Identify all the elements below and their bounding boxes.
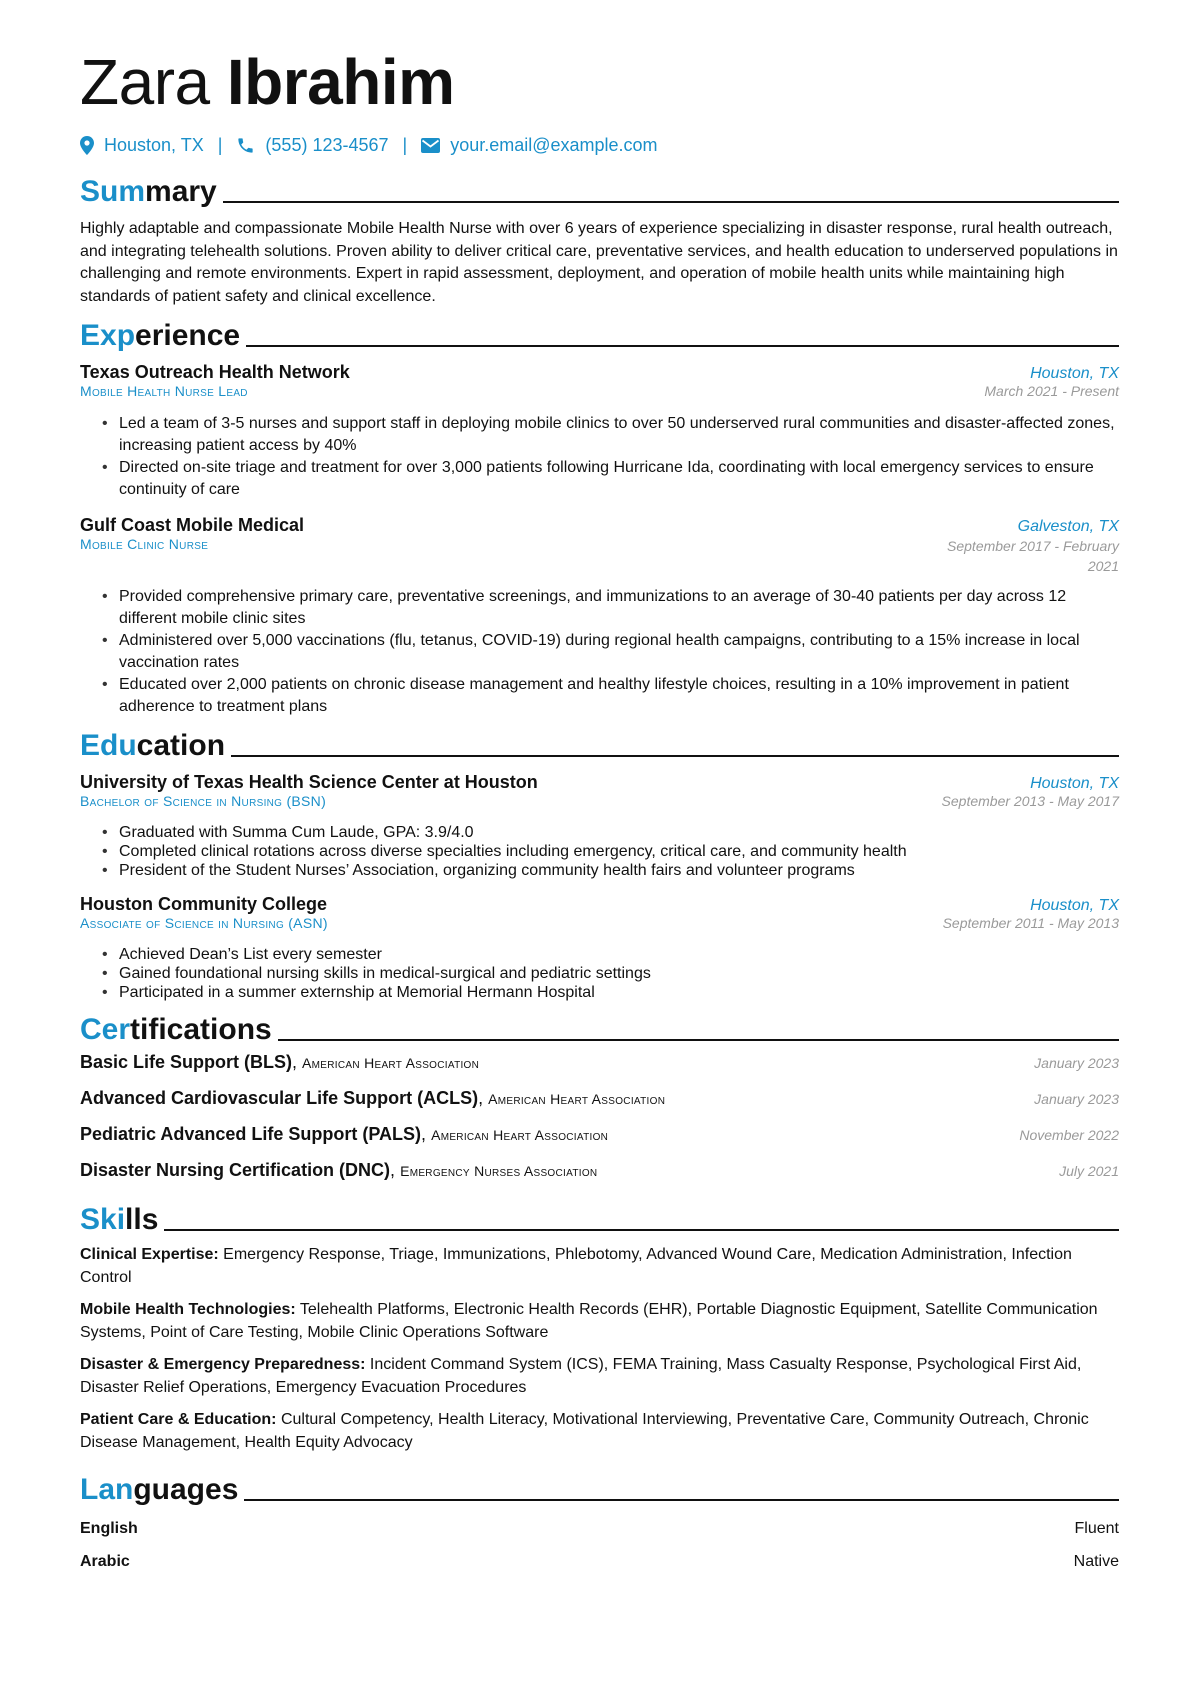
map-pin-icon	[80, 136, 94, 155]
envelope-icon	[421, 138, 440, 153]
section-title-accent: Sum	[80, 175, 146, 208]
experience-entry	[80, 515, 1119, 718]
entry-dates: September 2011 - May 2013	[942, 915, 1119, 931]
section-rule	[223, 201, 1119, 203]
section-title-accent: Exp	[80, 319, 136, 352]
section-certifications-heading	[80, 1008, 1119, 1048]
entry-location: Galveston, TX	[1017, 518, 1119, 535]
section-title-rest: guages	[133, 1473, 239, 1506]
list-item: • Participated in a summer externship at Memorial Hermann Hospital	[80, 983, 1119, 1002]
resume-page	[80, 44, 1119, 1578]
entry-location: Houston, TX	[1030, 365, 1119, 382]
first-name: Zara	[80, 46, 210, 118]
achievement-list	[80, 823, 1119, 880]
employer-name: Texas Outreach Health Network	[80, 362, 350, 382]
last-name: Ibrahim	[226, 46, 455, 118]
certification-item: Advanced Cardiovascular Life Support (ACLS), American Heart Association January 2023	[80, 1088, 1119, 1108]
section-title-rest: tifications	[130, 1013, 272, 1046]
contact-separator: |	[402, 134, 408, 155]
section-rule	[278, 1039, 1119, 1041]
list-item: • Administered over 5,000 vaccinations (flu, tetanus, COVID-19) during regional health campaigns, contributing to a 15% increase in local vaccination rates	[80, 630, 1119, 674]
contact-location	[80, 135, 204, 156]
list-item: • Provided comprehensive primary care, preventative screenings, and immunizations to an average of 30-40 patients per day across 12 different mobile clinic sites	[80, 586, 1119, 630]
certification-date: January 2023	[1034, 1091, 1119, 1107]
contact-email[interactable]	[421, 135, 657, 156]
skill-group-items: Cultural Competency, Health Literacy, Motivational Interviewing, Preventative Care, Community Outreach, Chronic Disease Management, Health Equity Advocacy	[80, 1411, 1089, 1451]
degree-title: Associate of Science in Nursing (ASN)	[80, 915, 328, 931]
section-languages-heading	[80, 1468, 1119, 1508]
list-item: • Graduated with Summa Cum Laude, GPA: 3.9/4.0	[80, 823, 1119, 842]
section-rule	[164, 1229, 1119, 1231]
language-item	[80, 1545, 1119, 1578]
section-rule	[244, 1499, 1119, 1501]
skill-group	[80, 1354, 1119, 1399]
job-title: Mobile Clinic Nurse	[80, 536, 209, 552]
section-title-rest: lls	[125, 1203, 159, 1236]
skill-group-label: Mobile Health Technologies:	[80, 1301, 296, 1318]
job-title: Mobile Health Nurse Lead	[80, 383, 248, 399]
experience-entry	[80, 362, 1119, 501]
list-item: • President of the Student Nurses’ Association, organizing community health fairs and volunteer programs	[80, 861, 1119, 880]
list-item: • Gained foundational nursing skills in medical-surgical and pediatric settings	[80, 964, 1119, 983]
section-rule	[231, 755, 1119, 757]
language-item	[80, 1512, 1119, 1545]
school-name: University of Texas Health Science Center at Houston	[80, 772, 538, 792]
skill-group	[80, 1244, 1119, 1289]
list-item: • Educated over 2,000 patients on chronic disease management and healthy lifestyle choices, resulting in a 10% improvement in patient adherence to treatment plans	[80, 674, 1119, 718]
section-title-accent: Lan	[80, 1473, 134, 1506]
certification-issuer: American Heart Association	[488, 1091, 666, 1107]
entry-dates: September 2017 - February 2021	[947, 538, 1119, 574]
contact-phone[interactable]	[236, 135, 388, 156]
certification-issuer: Emergency Nurses Association	[400, 1163, 598, 1179]
certification-name: Advanced Cardiovascular Life Support (ACLS)	[80, 1088, 479, 1108]
skill-group-items: Telehealth Platforms, Electronic Health Records (EHR), Portable Diagnostic Equipment, Satellite Communication Systems, Point of Care Testing, Mobile Clinic Operations Software	[80, 1301, 1098, 1341]
education-entry	[80, 772, 1119, 880]
section-title-accent: Ski	[80, 1203, 126, 1236]
contact-separator: |	[217, 134, 223, 155]
achievement-list	[80, 945, 1119, 1002]
certification-date: January 2023	[1034, 1055, 1119, 1071]
certification-item: Pediatric Advanced Life Support (PALS), American Heart Association November 2022	[80, 1124, 1119, 1144]
phone-icon	[236, 136, 255, 155]
section-experience-heading	[80, 314, 1119, 354]
certification-date: July 2021	[1059, 1163, 1119, 1179]
language-level: Native	[1073, 1552, 1119, 1570]
email-text: your.email@example.com	[450, 134, 658, 155]
language-list	[80, 1512, 1119, 1578]
skill-group-items: Incident Command System (ICS), FEMA Training, Mass Casualty Response, Psychological First Aid, Disaster Relief Operations, Emergency Evacuation Procedures	[80, 1356, 1082, 1396]
entry-dates: March 2021 - Present	[984, 383, 1119, 399]
section-skills-heading	[80, 1198, 1119, 1238]
achievement-list	[80, 413, 1119, 501]
employer-name: Gulf Coast Mobile Medical	[80, 515, 305, 535]
certification-name: Pediatric Advanced Life Support (PALS)	[80, 1124, 422, 1144]
achievement-list	[80, 586, 1119, 718]
section-summary-heading	[80, 170, 1119, 210]
skill-group-label: Disaster & Emergency Preparedness:	[80, 1356, 366, 1373]
section-title-accent: Cer	[80, 1013, 131, 1046]
certification-issuer: American Heart Association	[431, 1127, 609, 1143]
certification-date: November 2022	[1019, 1127, 1119, 1143]
education-entry	[80, 894, 1119, 1002]
certification-name: Basic Life Support (BLS)	[80, 1052, 293, 1072]
list-item: • Led a team of 3-5 nurses and support staff in deploying mobile clinics to over 50 underserved rural communities and disaster-affected zones, increasing patient access by 40%	[80, 413, 1119, 457]
certification-issuer: American Heart Association	[302, 1055, 480, 1071]
section-title-accent: Edu	[80, 729, 137, 762]
section-rule	[246, 345, 1119, 347]
entry-dates: September 2013 - May 2017	[941, 793, 1119, 809]
language-level: Fluent	[1074, 1519, 1119, 1537]
certification-list	[80, 1052, 1119, 1196]
section-education-heading	[80, 724, 1119, 764]
section-title-rest: mary	[145, 175, 217, 208]
entry-location: Houston, TX	[1030, 775, 1119, 792]
section-title-rest: erience	[135, 319, 241, 352]
summary-text: Highly adaptable and compassionate Mobile Health Nurse with over 6 years of experience specializing in disaster response, rural health outreach, and integrating telehealth solutions. Proven ability to deliver critical care, preventative services, and health education to underserved populations in challenging and remote environments. Expert in rapid assessment, deployment, and operation of mobile health units while maintaining high standards of patient safety and clinical excellence.	[80, 220, 1118, 305]
location-text: Houston, TX	[104, 134, 204, 155]
skill-group-items: Emergency Response, Triage, Immunizations, Phlebotomy, Advanced Wound Care, Medication Administration, Infection Control	[80, 1246, 1072, 1286]
language-name: Arabic	[80, 1552, 130, 1570]
language-name: English	[80, 1519, 138, 1537]
skill-group	[80, 1299, 1119, 1344]
certification-item: Disaster Nursing Certification (DNC), Emergency Nurses Association July 2021	[80, 1160, 1119, 1180]
school-name: Houston Community College	[80, 894, 327, 914]
list-item: • Achieved Dean’s List every semester	[80, 945, 1119, 964]
skill-group	[80, 1409, 1119, 1454]
skill-group-label: Patient Care & Education:	[80, 1411, 277, 1428]
candidate-name	[80, 44, 1119, 120]
section-title-rest: cation	[136, 729, 226, 762]
entry-location: Houston, TX	[1030, 897, 1119, 914]
list-item: • Completed clinical rotations across diverse specialties including emergency, critical care, and community health	[80, 842, 1119, 861]
skill-group-label: Clinical Expertise:	[80, 1246, 219, 1263]
certification-item: Basic Life Support (BLS), American Heart Association January 2023	[80, 1052, 1119, 1072]
certification-name: Disaster Nursing Certification (DNC)	[80, 1160, 391, 1180]
list-item: • Directed on-site triage and treatment for over 3,000 patients following Hurricane Ida, coordinating with local emergency services to ensure continuity of care	[80, 457, 1119, 501]
contact-bar	[80, 132, 1119, 158]
degree-title: Bachelor of Science in Nursing (BSN)	[80, 793, 327, 809]
phone-text: (555) 123-4567	[265, 134, 389, 155]
